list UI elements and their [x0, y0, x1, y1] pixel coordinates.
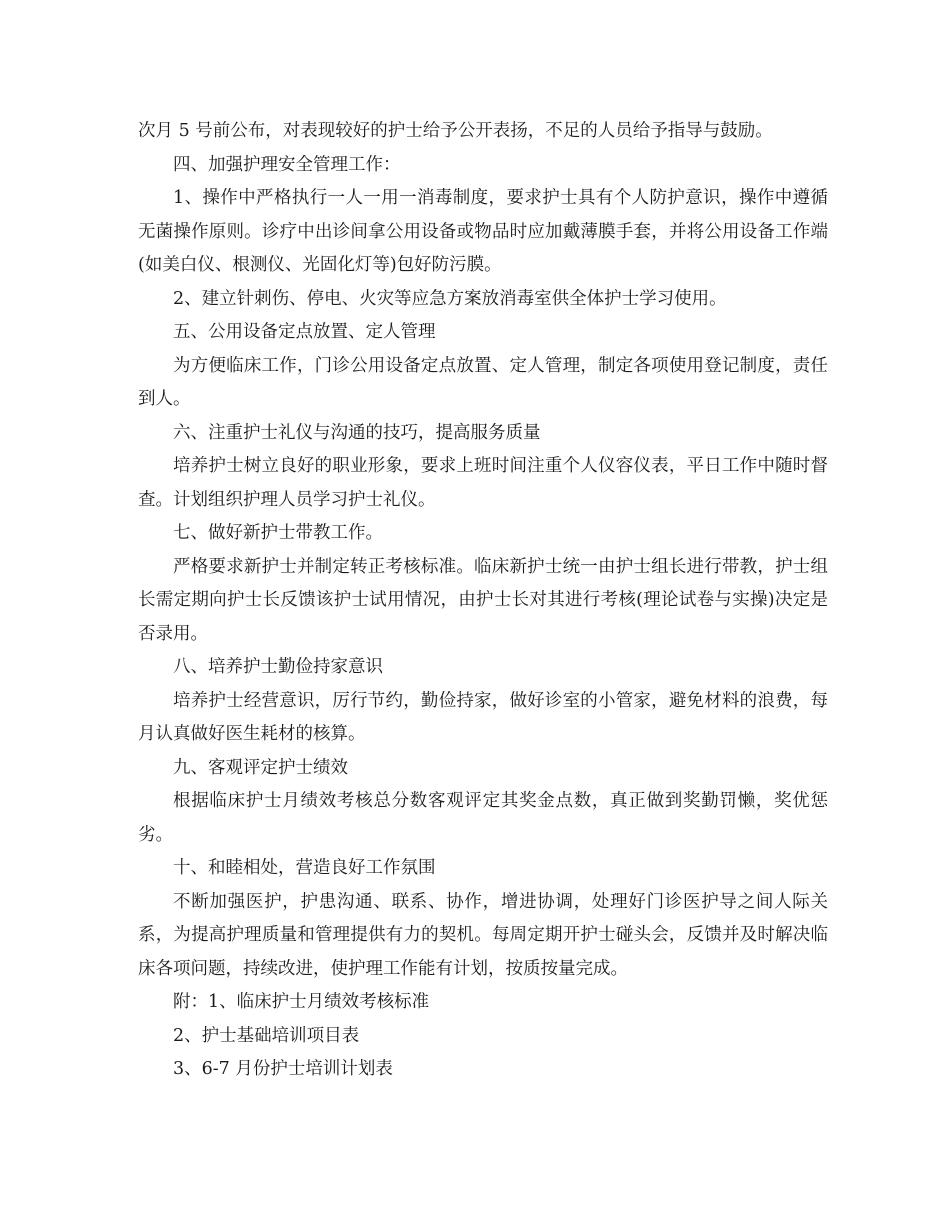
paragraph: 1、操作中严格执行一人一用一消毒制度，要求护士具有个人防护意识，操作中遵循无菌操作原则。诊疗中出诊间拿公用设备或物品时应加戴薄膜手套，并将公用设备工作端(如美白仪、根测仪、光固化灯等)包好防污膜。: [138, 188, 828, 275]
attachment-item: 附：1、临床护士月绩效考核标准: [173, 992, 430, 1012]
document-body: [138, 115, 828, 1087]
paragraph: 为方便临床工作，门诊公用设备定点放置、定人管理，制定各项使用登记制度，责任到人。: [138, 355, 828, 409]
section-heading-7: 七、做好新护士带教工作。: [173, 523, 383, 543]
paragraph: 2、建立针刺伤、停电、火灾等应急方案放消毒室供全体护士学习使用。: [173, 288, 727, 309]
paragraph-continuation: 次月 5 号前公布，对表现较好的护士给予公开表扬，不足的人员给予指导与鼓励。: [138, 121, 773, 141]
paragraph: 严格要求新护士并制定转正考核标准。临床新护士统一由护士组长进行带教，护士组长需定期向护士长反馈该护士试用情况，由护士长对其进行考核(理论试卷与实操)决定是否录用。: [138, 556, 828, 644]
paragraph: 不断加强医护，护患沟通、联系、协作，增进协调，处理好门诊医护导之间人际关系，为提高护理质量和管理提供有力的契机。每周定期开护士碰头会，反馈并及时解决临床各项问题，持续改进，使护理工作能有计划，按质按量完成。: [138, 891, 828, 979]
section-heading-10: 十、和睦相处，营造良好工作氛围: [173, 858, 436, 878]
section-heading-9: 九、客观评定护士绩效: [173, 757, 348, 778]
paragraph: 培养护士树立良好的职业形象，要求上班时间注重个人仪容仪表，平日工作中随时督查。计划组织护理人员学习护士礼仪。: [138, 456, 828, 510]
attachment-item: 2、护士基础培训项目表: [173, 1025, 360, 1046]
paragraph: 培养护士经营意识，厉行节约，勤俭持家，做好诊室的小管家，避免材料的浪费，每月认真做好医生耗材的核算。: [138, 690, 828, 744]
section-heading-5: 五、公用设备定点放置、定人管理: [173, 322, 436, 342]
attachment-item: 3、6-7 月份护士培训计划表: [173, 1059, 393, 1079]
section-heading-6: 六、注重护士礼仪与沟通的技巧，提高服务质量: [173, 422, 541, 443]
section-heading-4: 四、加强护理安全管理工作：: [173, 154, 401, 175]
paragraph: 根据临床护士月绩效考核总分数客观评定其奖金点数，真正做到奖勤罚懒，奖优惩劣。: [138, 791, 828, 845]
section-heading-8: 八、培养护士勤俭持家意识: [173, 657, 383, 677]
